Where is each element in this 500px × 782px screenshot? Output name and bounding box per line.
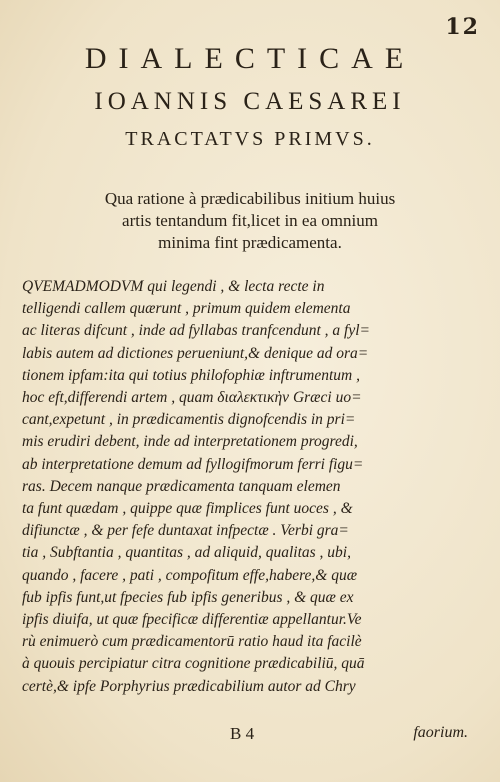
body-line: fub ipfis funt,ut fpecies fub ipfis generibus , & quæ ex bbox=[22, 588, 354, 606]
body-line: QVEMADMODVM qui legendi , & lecta recte in bbox=[22, 278, 325, 295]
subheading-line: minima fint prædicamenta. bbox=[158, 233, 342, 252]
page-number: 12 bbox=[445, 14, 480, 40]
body-line: rù enimuerò cum prædicamentorū ratio haud ita facilè bbox=[22, 633, 362, 651]
subheading-line: artis tentandum fit,licet in ea omnium bbox=[122, 211, 378, 230]
chapter-subheading bbox=[60, 188, 440, 254]
body-line: quando , facere , pati , compofitum effe,habere,& quæ bbox=[22, 566, 358, 584]
tract-title: TRACTATVS PRIMVS. bbox=[125, 128, 375, 150]
catchword: faorium. bbox=[413, 724, 468, 741]
body-line: labis autem ad dictiones perueniunt,& denique ad ora= bbox=[22, 344, 369, 362]
body-line: telligendi callem quærunt , primum quidem elementa bbox=[22, 300, 351, 318]
signature-mark: B 4 bbox=[230, 724, 255, 743]
body-line: hoc eft,differendi artem , quam διαλεκτικὴν Græci uo= bbox=[22, 389, 362, 407]
body-line: ipfis diuifa, ut quæ fpecificæ differentiæ appellantur.Ve bbox=[22, 611, 362, 629]
body-line: cant,expetunt , in prædicamentis dignofcendis in pri= bbox=[22, 411, 356, 429]
subheading-line: Qua ratione à prædicabilibus initium huius bbox=[104, 189, 396, 208]
main-title: DIALECTICAE bbox=[84, 42, 416, 75]
body-line: ta funt quædam , quippe quæ fimplices funt uoces , & bbox=[22, 500, 353, 518]
body-line: ac literas difcunt , inde ad fyllabas tranfcendunt , a fyl= bbox=[22, 322, 370, 340]
body-line: mis erudiri debent, inde ad interpretationem progredi, bbox=[22, 433, 358, 451]
body-line: à quouis percipiatur citra cognitione prædicabiliū, quā bbox=[22, 655, 365, 673]
body-line: difiunctæ , & per fefe duntaxat infpectæ . Verbi gra= bbox=[22, 522, 349, 540]
body-line: ab interpretatione demum ad fyllogifmorum ferri figu= bbox=[22, 455, 364, 473]
body-line: ras. Decem nanque prædicamenta tanquam elemen bbox=[22, 477, 341, 495]
body-text bbox=[22, 276, 480, 698]
body-line: tia , Subftantia , quantitas , ad aliquid, qualitas , ubi, bbox=[22, 544, 351, 562]
author-title: IOANNIS CAESAREI bbox=[94, 88, 406, 115]
body-line: certè,& ipfe Porphyrius prædicabilium autor ad Chry bbox=[22, 677, 356, 695]
body-line: tionem ipfam:ita qui totius philofophiæ inftrumentum , bbox=[22, 366, 360, 384]
